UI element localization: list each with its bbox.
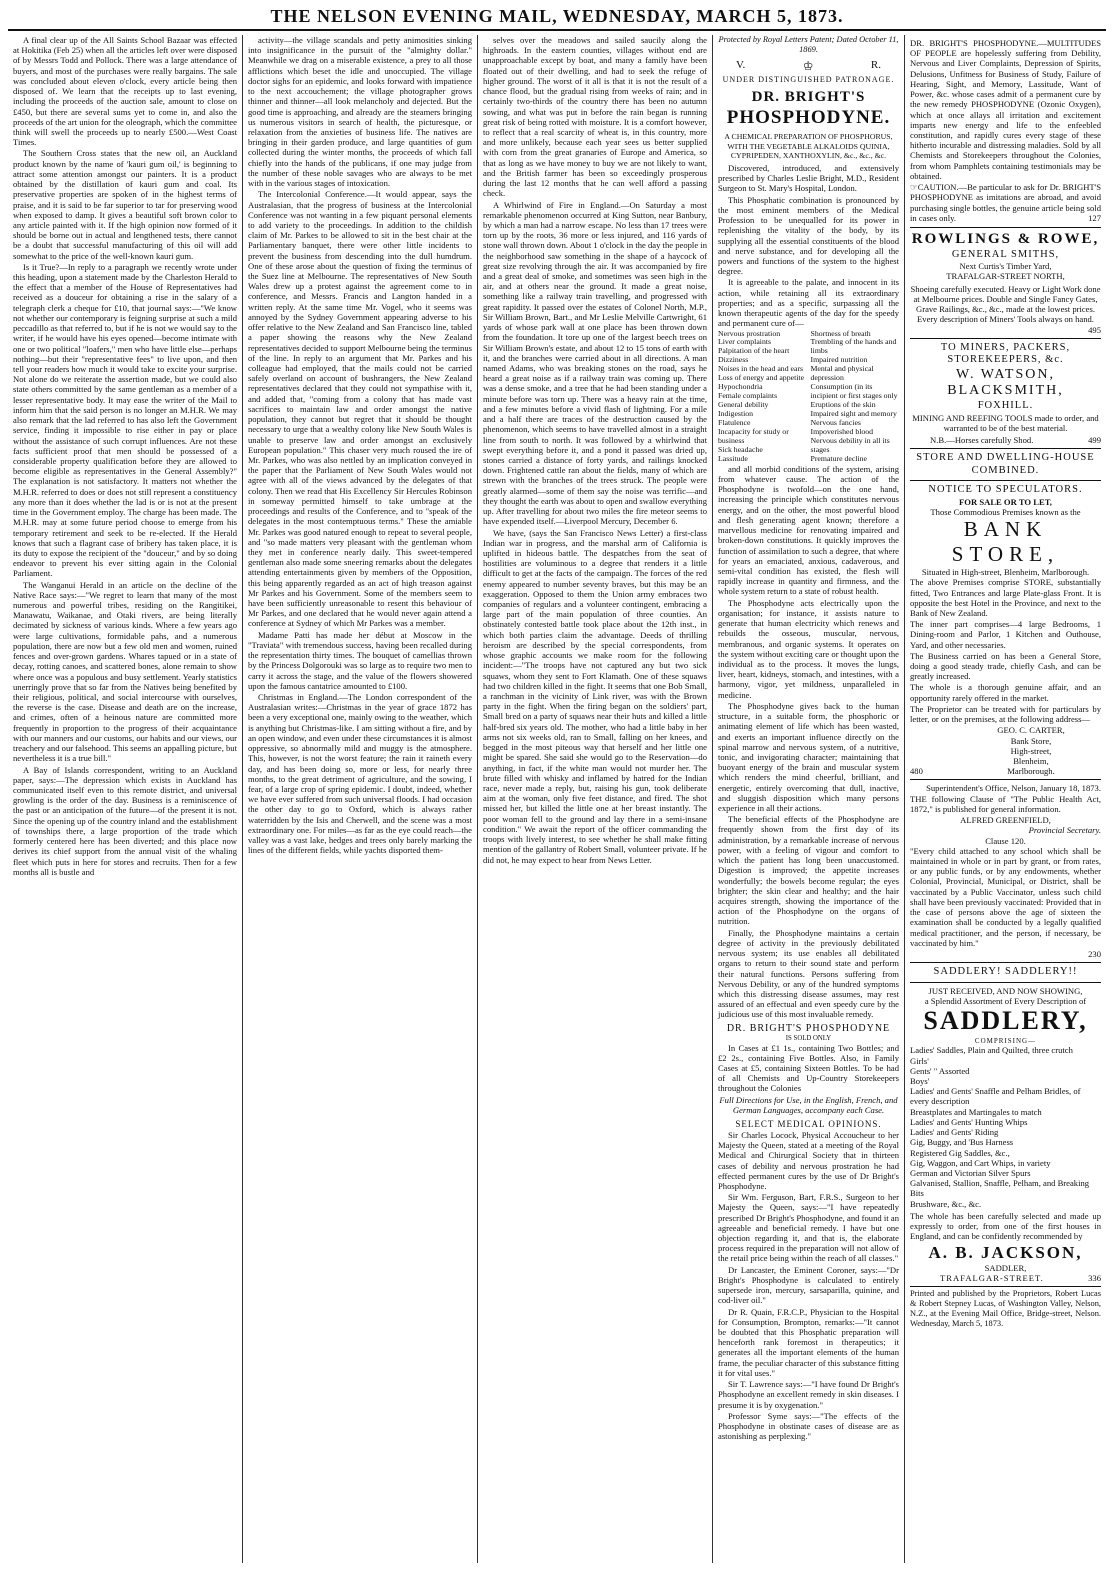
ad-paragraphs-2 [718, 464, 899, 1020]
paragraph: German and Victorian Silver Spurs [910, 1167, 1031, 1178]
paragraph: Blenheim, [1013, 756, 1049, 767]
watson-footer [910, 433, 1101, 445]
paragraph: Registered Gig Saddles, &c., [910, 1147, 1010, 1158]
comprising: COMPRISING— [974, 1037, 1037, 1046]
column-2 [243, 35, 478, 1563]
bank-store-title: BANK STORE, [951, 517, 1060, 567]
paragraph: Marlborough. [1007, 766, 1055, 777]
royal-cipher [718, 55, 899, 75]
ad-saddlery [910, 963, 1101, 1286]
paragraph: Palpitation of the heart [718, 346, 790, 356]
assortment: a Splendid Assortment of Every Description of [924, 995, 1087, 1006]
paragraph: Gents' " Assorted [910, 1065, 970, 1076]
ad-bank-store [910, 449, 1101, 780]
paragraph: Brushware, &c., &c. [910, 1198, 982, 1209]
saddlery-items [910, 1045, 1101, 1209]
greenfield: ALFRED GREENFIELD, [960, 815, 1051, 826]
paragraph: It is agreeable to the palate, and innocent in its action, while retaining all its extraordinary properties; and as a specific, surpassing all the known therapeutic agents of the day for the speedy and permanent cure of— [718, 277, 899, 329]
paragraph: Noises in the head and ears [718, 364, 804, 374]
ad-bright-phosphodyne [910, 35, 1101, 228]
paragraph: The beneficial effects of the Phosphodyne are frequently shown from the first day of its administration, by a remarkable increase of nervous power, with a feeling of vigour and comfort to which the patient has long been unaccustomed. Digestion is improved; the appetite increases wonderfully; the bowels become regular; the eyes brighter; the skin clear and healthy; and the hair acquires strength, showing the importance of the action of the Phosphodyne on the organs of nutrition. [718, 814, 899, 927]
paragraph: Loss of energy and appetite [718, 373, 805, 383]
watson-title: W. WATSON, BLACKSMITH, [947, 366, 1064, 399]
cipher-r: R. [870, 59, 881, 71]
super-body: THE following Clause of "The Public Health Act, 1872," is published for general information. [910, 793, 1101, 814]
paragraph: The Phosphodyne acts electrically upon the organisation; for instance, it assists nature to generate that human electricity which renews and rebuilds the osseous, muscular, nervous, membranous, and organic systems. It operates on the system without exciting care or thought upon the individual as to the process. It moves the lungs, liver, heart, kidneys, stomach, and intestines, with a harmony, vigor, yet mildness, unparalleled in medicine. [718, 597, 899, 700]
clause-title: Clause 120. [985, 835, 1026, 846]
ad-paragraphs-1 [718, 163, 899, 329]
paragraph: Female complaints [718, 391, 778, 401]
jackson-footer [910, 1273, 1101, 1283]
paragraph: The Phosphodyne gives back to the human structure, in a suitable form, the phosphoric or animating element of life which has been wasted, and exerts an important influence directly on the spinal marrow and nervous system, of a nutritive, tonic, and invigorating character; maintaining that buoyant energy of the brain and muscular system which renders the mind cheerful, brilliant, and energetic, entirely overcoming that dull, inactive, and sluggish disposition which many persons experience in all their actions. [718, 700, 899, 814]
saddlery-head: SADDLERY! SADDLERY!! [933, 966, 1078, 978]
masthead: THE NELSON EVENING MAIL, WEDNESDAY, MARCH 5, 1873. [8, 6, 1106, 31]
paragraph: and all morbid conditions of the system, arising from whatever cause. The action of the Phosphodyne is twofold—on the one hand, increasing the principle which constitutes nervous energy, and on the other, the most powerful blood and flesh generating agent known; therefore a marvellous medicine for renovating impaired and broken-down constitutions. It quickly improves the function of assimilation to such a degree, that where for years an emaciated, anxious, cadaverous, and semi-vital condition has existed, the flesh will rapidly increase in quantity and firmness, and the whole system return to a state of robust health. [718, 463, 899, 597]
paragraph: Eruptions of the skin [810, 400, 876, 410]
paragraph: Christmas in England.—The London correspondent of the Australasian writes:—Christmas in the year of grace 1872 has been a very exceptional one, mainly owing to the weather, which is anything but Christmas-like. I am sitting without a fire, and by an open window, and even under these circumstances it is almost oppressive, so abnormally mild and muggy is the atmosphere. This, however, is not the worst feature; the rain it raineth every day, and has been doing so, more or less, for nearly three months, to the great detriment of agriculture, and the sowing, I fear, of a large crop of spring epidemic. I doubt, indeed, whether we have ever suffered from such universal floods. I had occasion the other day to go to Oxford, which is always rather waterridden by the Isis and Cherwell, and the scene was a most extraordinary one. For miles—as far as the eye could reach—the valley was a vast lake, hedges and trees only barely marking the lines of the different fields, while yachts disported them- [248, 692, 472, 856]
column-1 [8, 35, 243, 1563]
paragraph: The Southern Cross states that the new oil, an Auckland product known by the name of 'kauri gum oil,' is beginning to attract some attention amongst our painters. It is a product obtained by the distillation of kauri gum and coal. Its preservative properties are spoken of in the highest terms of praise, and it is said to be far superior to tar for preserving wood when exposed to damp. It gives a beautiful soft brown color to any article painted with it. If the high opinion now formed of it should be borne out in actual and lengthened tests, there cannot be a doubt that successful manufacturing of this oil will add somewhat to the price of the well-known kauri gum. [13, 148, 237, 261]
store-title: STORE AND DWELLING-HOUSE COMBINED. [916, 452, 1095, 476]
paragraph: A Whirlwind of Fire in England.—On Saturday a most remarkable phenomenon occurred at King Sutton, near Banbury, by which a man had a narrow escape. No less than 17 trees were torn up by the roots, 36 more or less injured, and 116 yards of stone wall thrown down. About 1 o'clock in the day the people in the neighborhood saw something in the shape of a haycock of great size revolving through the air. It was accompanied by fire and a great deal of smoke, and sometimes was seen high in the air, and at others near the ground. It made a great noise, something like a railway train travelling, and progressed with great rapidity. It passed over the estates of Colonel North, M.P., Sir William Brown, Bart., and Mr Leslie Melville Cartwright, 61 yards of whose park wall at one place has been thrown down from the foundation. It tore up one of the largest beech trees on Sir William Brown's estate, and about 12 to 15 tons of earth with it, and the branches were carried about in all directions. A man named Adams, who was breaking stones on the road, says he heard a great noise as if a railway train was coming up. There was a dense smoke, and a tree that he had been standing under a minute before was torn up. There was a heavy rain at the time, and a few minutes before a vivid flash of lightning. For a mile and a half there are traces of the destruction caused by the phenomenon, which seems to have travelled almost in a straight line from south to north. It was followed by a whirlwind that swept everything before it, and a pond it passed was dried up, stones carried a distance of forty yards, and railings knocked down. Frightened cattle ran about the fields, many of which are strewn with the branches of the trees struck. The people were greatly alarmed—some of them say the noise was terrific—and they thought the earth was about to open and swallow everything up. After travelling for about two miles the fire meteor seems to have expended itself.—Liverpool Mercury, December 6. [483, 199, 707, 527]
jackson-title: SADDLER, [984, 1262, 1027, 1273]
for-sale: FOR SALE OR TO LET, [959, 496, 1052, 507]
paragraph: Gig, Buggy, and 'Bus Harness [910, 1137, 1014, 1148]
caution-number: 127 [1088, 212, 1101, 223]
ad-title-line2: PHOSPHODYNE. [726, 106, 891, 128]
paragraph: Discovered, introduced, and extensively prescribed by Charles Leslie Bright, M.D., Resident Surgeon to St. Mary's Hospital, London. [718, 163, 899, 194]
premises: Those Commodious Premises known as the [930, 506, 1081, 517]
saddlery-title: SADDLERY, [923, 1006, 1088, 1036]
jackson-name: A. B. JACKSON, [928, 1242, 1083, 1262]
paragraph: GEO. C. CARTER, [997, 725, 1065, 736]
paragraph: Sir Wm. Ferguson, Bart, F.R.S., Surgeon to her Majesty the Queen, says:—"I have repeatedly prescribed Dr Bright's Phosphodyne, and found it an agreeable and beneficial remedy. I have but one objection regarding it, and that is, the elaborate process required in the preparation will not allow of the retail price being within the reach of all classes." [718, 1192, 899, 1264]
paragraph: Bank Store, [1010, 735, 1052, 746]
paragraph: Dr R. Quain, F.R.C.P., Physician to the Hospital for Consumption, Brompton, remarks:—"It cannot be doubted that this Phosphatic preparation will henceforth rank foremost in therapeutics; it generates all the important elements of the human frame, the peculiar character of this substance fitting it for vital uses." [718, 1306, 899, 1378]
caution-text [910, 182, 1101, 223]
paragraph: Ladies' and Gents' Snaffle and Pelham Bridles, of every description [910, 1086, 1081, 1107]
paragraph: The inner part comprises—4 large Bedrooms, 1 Dining-room and Parlor, 1 Kitchen and Outhouse, Yard, and other necessaries. [910, 619, 1101, 650]
opinions-title: SELECT MEDICAL OPINIONS. [735, 1119, 882, 1130]
super-office: Superintendent's Office, Nelson, January 18, 1873. [926, 783, 1101, 794]
paragraph: Sir T. Lawrence says:—"I have found Dr Bright's Phosphodyne an excellent remedy in skin diseases. I presume it is by oxygenation." [718, 1379, 899, 1410]
carter-address [961, 725, 1101, 776]
paragraph: The Proprietor can be treated with for particulars by letter, or on the premises, at the following address— [910, 703, 1101, 725]
paragraph: Consumption (in its incipient or first stages only [810, 382, 898, 401]
ad-public-health [910, 780, 1101, 963]
cipher-v: V. [736, 59, 746, 71]
rowlings-address-1: Next Curtis's Timber Yard, [959, 261, 1052, 272]
imprint: Printed and published by the Proprietors, Robert Lucas & Robert Stepney Lucas, of Washington Valley, Nelson, N.Z., at the Evening Mail Office, Bridge-street, Nelson. Wednesday, March 5, 1873. [910, 1286, 1101, 1329]
crown-icon: ♔ [802, 59, 814, 73]
paragraph: Gig, Waggon, and Cart Whips, in variety [910, 1157, 1051, 1168]
paragraph: Girls' [910, 1055, 929, 1066]
paragraph: selves over the meadows and sailed saucily along the highroads. In the eastern counties, villages without end are unapproachable except by boat, and many a family have been floated out of their dwelling, and had to seek the refuge of higher ground. The worst of it all is that it is not the result of a chance flood, but the gradual rising from weeks of rain; and in certainly two-thirds of the country there has been no autumn sowing, and what was put in before the rain began is running great risk of being rotted with moisture. It is a comfort however, to reflect that a real scarcity of wheat is, in this country, more and more unlikely, because each year sees us better supplied with corn from the great granaries of Europe and America, so that as long as we have money to buy we are not likely to want, and the British farmer has been so exceedingly prosperous during the last 12 months that he can well afford a passing check. [483, 35, 707, 199]
clause-text: "Every child attached to any school which shall be maintained in whole or in part by grant, or from rates, or any public funds, or by any endowments, whether Colonial, Provincial, Municipal, or District, shall be vaccinated by a Public Vaccinator, unless such child shall have been previously vaccinated: Provided that in the case of persons above the age of sixteen the examination shall be conducted by a legally qualified medical practitioner, and the person, if necessary, be vaccinated by him." [910, 845, 1101, 948]
received: JUST RECEIVED, AND NOW SHOWING, [928, 985, 1083, 996]
carter-block [910, 725, 1101, 776]
paragraph: Mental and physical depression [810, 364, 874, 383]
paragraph: Nervous fancies [810, 418, 861, 428]
watson-place: FOXHILL. [977, 400, 1034, 412]
paragraph: Ladies' and Gents' Hunting Whips [910, 1116, 1028, 1127]
paragraph: Nervous prostration [718, 328, 781, 338]
paragraph: Trembling of the hands and limbs [810, 337, 897, 356]
paragraph: Dizziness [718, 355, 749, 365]
paragraph: Hypochondria [718, 382, 763, 392]
paragraph: We have, (says the San Francisco News Letter) a first-class Indian war in progress, and the marshal arm of California is uplifted in hideous battle. The despatches from the seat of hostilities are voluminous to a degree that renders it a little difficult to get at the facts of the campaign. The forces of the red enemy appeared to number seventy braves, but this may be an exaggeration. Opposed to them the Union army embraces two companies of regulars and a volunteer contingent, embracing a large part of the main population of three counties. An obstinately contested battle took place about the 12th inst., in which both parties claim the advantage. Deeds of thrilling heroism are described by the special correspondents, from whose graphic accounts we make room for the following incident:—"The troops have not captured any but two sick squaws, whom they sent to Fort Klamath. One of these squaws had two children killed in the fight. It seems that one Bob Small, a ranchman in the vicinity of Link river, was with the Brown party in the fight. When the firing began on the soldiers' part, Small bred on a party of squaws near their huts and killed a little half-bred six years old. The mother, who had a little baby in her arms not six weeks old, ran to Small, falling on her knees, and begged in the most piteous way that herself and her little one might be spared. She said she would go to the Reservation—do anything, in fact, if the white man would not murder her. The brute filled with whisky and inflamed by hatred for the Indian race, never made a reply, but, raising his gun, took deliberate aim at the woman, only five feet distance, and fired. The shot missed her, but killed the little one at her breast instantly. The poor woman fell to the ground and lay there in a semi-insane condition." We await the report of the officer commanding the troops with lively interest, to see whether he shall make fitting mention of the gallantry of Robert Small, volunteer private. If he did not, he may expect to hear from News Letter. [483, 527, 707, 865]
sold-text: In Cases at £1 1s., containing Two Bottles; and £2 2s., containing Five Bottles. Also, in Family Cases at £5, containing Sixteen Bottles. To be had of all Chemists and Up-Country Storekeepers throughout the Colonies [718, 1042, 899, 1094]
greenfield-title: Provincial Secretary. [1028, 825, 1101, 836]
paragraph: activity—the village scandals and petty animosities sinking into insignificance in the pursuit of the "almighty dollar." Meanwhile we drag on a miserable existence, a prey to all those afflictions which beset the idle and unoccupied. The village doctor sighs for an epidemic, and looks forward with impatience to the next accouchement; the village photographer grows thinner and thinner—all look melancholy and dejected. But the good time is approaching, and already are the steamers bringing us numerous visitors in search of health, the picturesque, or relaxation from the anxieties of business life. The natives are bringing in their garden produce, and large quantities of gum collected during the winter months, the proceeds of which fall chiefly into the hands of the publicans, if one may judge from the number of these noble savages who are always to be met with in the various stages of intoxication. [248, 35, 472, 189]
column-3 [478, 35, 713, 1563]
paragraph: Is it True?—In reply to a paragraph we recently wrote under this heading, upon a statement made by the Charleston Herald to the effect that a member of the House of Representatives had received as a douceur for obtaining a rise in the salary of a telegraph clerk a cheque for £10, that journal says:—"We know not whether our contemporary is feigning surprise at such a mild peccadillo as that referred to, but if he is not we would say to the writer, if he would have his eyes opened—become intimate with one or two political "loafers," men who have little else—perhaps nothing—but their "representative fees" to live upon, and then tell your readers how much it would take to excite your surprise. Not alone do we reiterate the assertion made, but we could also state others committed by the same gentleman as a member of a lesser representative body. It may ease the writer of the Mail to inform him that the said person is no longer an M.H.R. We may also remark that the lad referred to has also left the Government service, finding it impossible to rise either in pay or place without the assistance of such corrupt influences. Are not these facts sufficient proof that men should be possessed of a considerable property qualification before they are allowed to become eligible as representatives in the General Assembly?" The explanation is not satisfactory. It matters not whether the M.H.R. referred to does or does not still represent a constituency any more than it does whether the lad is or is not at the present time in the Government employ. The charge has been made. The M.H.R. may at some future period choose to emerge from his temporary retirement and seek to be re-elected. If the Herald knows that such a flagrant case of bribery has taken place, it is its duty to expose the recipient of the "douceur," and by so doing endeavor to prevent his ever sitting again in the Colonial Parliament. [13, 261, 237, 579]
column-4-phosphodyne-ad [713, 35, 905, 1563]
paragraph: The Wanganui Herald in an article on the decline of the Native Race says:—"We regret to learn that many of the most numerous and powerful tribes, residing on the Rangitikei, Manawatu, Waikanae, and Otaki rivers, are being literally decimated by sickness of various kinds. Where a few years ago were large cultivations, formidable pahs, and a numerous population, there are now but a few old men and women, ruined fences and over-grown gardens. Whares tapued or in a state of decay, rotting canoes, and scattered bones, alone remain to show where once was a populous and busy settlement. Yearly statistics unerringly prove that so far from the Natives being benefited by their religious, political, and social intercourse with ourselves, the reverse is the case. Disease and death are on the increase, and crimes, often of a heinous nature are committed more frequently in proportion to the progress of their acquaintance with our manners and our customs, our habits and our views, our treachery and our falsehood. This seems an appalling picture, but nevertheless it is a true bill." [13, 579, 237, 764]
paragraph: Lassitude [718, 453, 748, 463]
columns [8, 35, 1106, 1563]
paragraph: Sick headache [718, 444, 763, 454]
patent-notice: Protected by Royal Letters Patent; Dated October 11, 1869. [718, 35, 899, 54]
notice-title: NOTICE TO SPECULATORS. [928, 484, 1083, 496]
paragraph: Boys' [910, 1076, 930, 1087]
directions: Full Directions for Use, in the English, French, and German Languages, accompany each Case. [719, 1094, 898, 1115]
paragraph: High-street, [1010, 745, 1052, 756]
ailments-left [718, 330, 807, 464]
paragraph: Incapacity for study or business [718, 427, 789, 445]
paragraph: The whole is a thorough genuine affair, and an opportunity rarely offered in the market. [910, 682, 1101, 703]
paragraph: Impaired nutrition [810, 355, 868, 365]
paragraph: Ladies' Saddles, Plain and Quilted, three crutch [910, 1045, 1073, 1056]
paragraph: A Bay of Islands correspondent, writing to an Auckland paper, says:—The depression which exists in Auckland has communicated itself even to this remote district, and universal growling is the order of the day. Business is a reminiscence of the past or an anticipation of the future—of the present it is not. Since the opening up of the country inland and the establishment of townships there, a large proportion of the trade which formerly centered here has been diverted; and this place now derives its chief support from the annual visit of the whaling fleet which puts in here for stores and recruits. Then for a few months all is bustle and [13, 764, 237, 877]
clause-number: 230 [1088, 948, 1101, 959]
paragraph: A final clear up of the All Saints School Bazaar was effected at Hokitika (Feb 25) when all the articles left over were disposed of by Messrs Todd and Pollock. There was a large attendance of buyers, and most of the purchases were really bargains. The sale was concluded about eleven o'clock, every article being then disposed of. We learn that the receipts up to last evening, including the proceeds of the auction sale, amount to close on £450, but there are several sums yet to come in, and also the proceeds of the art union for the oleograph, which the committee think will swell the proceeds up to nearly £500.—West Coast Times. [13, 35, 237, 148]
rowlings-subtitle: GENERAL SMITHS, [951, 248, 1060, 260]
miners-title: TO MINERS, PACKERS, STOREKEEPERS, &c. [940, 341, 1071, 366]
rowlings-number: 495 [1088, 324, 1101, 335]
watson-body: MINING AND REEFING TOOLS made to order, and warranted to be of the best material. [912, 412, 1099, 433]
caution-body: ☞CAUTION.—Be particular to ask for Dr. BRIGHT'S PHOSPHODYNE as imitations are abroad, and avoid purchasing single bottles, the genuine article being sold in cases only. [910, 182, 1101, 223]
paragraph: The Intercolonial Conference.—It would appear, says the Australasian, that the progress of business at the Intercolonial Conference was not wanting in a few piquant personal elements to add variety to the proceedings. In addition to the childish claim of Mr. Parkes to be allowed to sit in the best chair at the Parliamentary banquet, there were other little incidents to prevent the business from descending into the dull humdrum. One of these arose about the question of fixing the terminus of the Suez line at Melbourne. The representatives of New South Wales drew up a protest against the agreement come to in conference, and Messrs. Francis and Langton handed in a written reply. At the same time Mr. Vogel, who it seems was annoyed by the Sydney Government appearing adverse to his offer relative to the New Zealand and San Francisco line, tabled a paper showing the reasons why the New Zealand representatives decided to support Melbourne being the terminus of the line. In reply to an argument that Mr. Parkes and his colleague had employed, that the mails could not be carried safely overland on account of bushrangers, the New Zealand representatives declared that they could not sympathise with it, and added that, "coming from a colony that has made vast sacrifices to maintain law and order amongst the native population, they cannot but regret that it should be thought necessary to urge that a wealthy colony like New South Wales is unable to preserve law and order amongst an exclusively European population." This chaser very much roused the ire of Mr. Parkes, who was also nettled by an implication conveyed in the paper that the Parliament of New South Wales would not agree with all of the views advanced by the delegates of that colony. Then we read that His Excellency Sir Hercules Robinson in someway permitted himself to take umbrage at the proceedings and results of the Conference, and to "speak of the delegates in the most contemptuous terms." These the amiable Mr. Parkes was good natured enough to repeat to several people, and "so made matters very pleasant with the gentleman whom they met in conference nearly daily. This sweet-tempered gentleman also made some sneering remarks about the delegates attending entertainments given by members of the Opposition, this being apparently regarded as an act of high treason against Mr Parkes and his Government. Some of the members seem to have been sufficiently unreasonable to resent this behaviour of Mr Parkes, and one declared that he would never again attend a conference at Sydney of which Mr Parkes was a member. [248, 189, 472, 629]
rowlings-body: Shoeing carefully executed. Heavy or Light Work done at Melbourne prices. Double and Single Fancy Gates, Grave Railings, &c., &c., made at the lowest prices. Every description of Miners' Tools always on hand. [910, 283, 1101, 325]
ad-title-line1: DR. BRIGHT'S [751, 88, 866, 105]
sold-subtitle: IS SOLD ONLY [785, 1034, 832, 1042]
paragraph: Nervous debility in all its stages [810, 435, 890, 454]
paragraph: Ladies' and Gents' Riding [910, 1127, 999, 1138]
paragraph: Shortness of breath [810, 328, 871, 338]
paragraph: Galvanised, Stallion, Snaffle, Pelham, and Breaking Bits [910, 1178, 1090, 1199]
paragraph: Flatulence [718, 418, 751, 428]
carter-number: 480 [910, 766, 923, 777]
paragraph: Indigestion [718, 409, 754, 419]
paragraph: Finally, the Phosphodyne maintains a certain degree of activity in the previously debilitated nervous system; its use enables all debilitated organs to return to their sound state and perform their natural functions. Persons suffering from Nervous Debility, or any of the hundred symptoms which this distressing disease assumes, may rest assured of an effectual and even speedy cure by the judicious use of this most invaluable remedy. [718, 927, 899, 1020]
paragraph: Sir Charles Locock, Physical Accoucheur to her Majesty the Queen, stated at a meeting of the Royal Medical and Chirurgical Society that in thirteen cases of debility and nervous prostration he had effected permanent cures by the use of Dr Bright's Phosphodyne. [718, 1129, 899, 1191]
bank-address: Situated in High-street, Blenheim, Marlborough. [921, 567, 1090, 578]
rowlings-address-2: TRAFALGAR-STREET NORTH, [946, 271, 1065, 282]
saddlery-body: The whole has been carefully selected and made up expressly to order, from one of the first houses in England, and can be confidently recommended by [910, 1210, 1101, 1242]
sold-title: DR. BRIGHT'S PHOSPHODYNE [726, 1022, 891, 1034]
paragraph: Professor Syme says:—"The effects of the Phosphodyne in obstinate cases of disease are as astonishing as perplexing." [718, 1410, 899, 1442]
paragraph: This Phosphatic combination is pronounced by the most eminent members of the Medical Profession to be unequalled for its power in replenishing the vitality of the body, by its supplying all the essential constituents of the blood and nerve substance, and for developing all the powers and functions of the system to the highest degree. [718, 194, 899, 277]
ad-watson [910, 339, 1101, 449]
paragraph: The above Premises comprise STORE, substantially fitted, Two Entrances and large Plate-glass Front. It is opposite the best Hotel in the Province, and next to the Bank of New Zealand. [910, 577, 1101, 618]
jackson-address: TRAFALGAR-STREET. [940, 1272, 1044, 1283]
paragraph: Madame Patti has made her début at Moscow in the "Traviata" with tremendous success, having been recalled during the representation thirty times. The bouquet of camellias thrown by the Princess Dolgorouki was so large as to require two men to carry it across the stage, and the value of the flowers showered upon the famous cantatrice amounted to £100. [248, 629, 472, 691]
paragraph: Impaired sight and memory [810, 409, 897, 419]
ad-rowlings-rowe [910, 228, 1101, 339]
watson-number: 499 [1088, 435, 1101, 445]
paragraph: Liver complaints [718, 337, 772, 347]
watson-nb: N.B.—Horses carefully Shod. [930, 435, 1034, 445]
jackson-number: 336 [1088, 1272, 1101, 1283]
patronage: UNDER DISTINGUISHED PATRONAGE. [722, 75, 895, 85]
ailments-right [811, 330, 900, 464]
bright-text: DR. BRIGHT'S PHOSPHODYNE.—MULTITUDES OF PEOPLE are hopelessly suffering from Debility, Nervous and Liver Complaints, Depression of Spirits, Delusions, Unfitness for Business of Study, Failure of Hearing, Sight, and Memory, Lassitude, Want of Power, &c. whose cases admit of a permanent cure by the new remedy PHOSPHODYNE (Ozonic Oxygen), which at once allays all irritation and excitement imparts new energy and life to the enfeebled constitution, and rapidly cures every stage of these hitherto incurable and distressing maladies. Sold by all Chemists and Storekeepers throughout the Colonies, from whom Pamphlets containing testimonials may be obtained. [910, 38, 1101, 181]
paragraph: Dr Lancaster, the Eminent Coroner, says:—"Dr Bright's Phosphodyne is calculated to entirely supersede iron, mercury, sarsaparilla, quinine, and cod-liver oil." [718, 1264, 899, 1306]
rowlings-title: ROWLINGS & ROWE, [911, 230, 1100, 247]
paragraph: General debility [718, 400, 769, 410]
paragraph: Premature decline [810, 453, 868, 463]
bank-body [910, 577, 1101, 724]
opinions-list [718, 1130, 899, 1442]
column-5-advertisements [905, 35, 1106, 1563]
paragraph: The Business carried on has been a General Store, doing a good steady trade, chiefly Cash, and can be greatly increased. [910, 650, 1101, 682]
paragraph: Impoverished blood [810, 427, 874, 437]
ad-subtitle: A CHEMICAL PREPARATION OF PHOSPHORUS, WITH THE VEGETABLE ALKALOIDS QUINIA, CYPRIPEDEN, XANTHOXYLIN, &c., &c., &c. [724, 132, 893, 160]
ailments-list [718, 330, 899, 464]
paragraph: Breastplates and Martingales to match [910, 1106, 1042, 1117]
